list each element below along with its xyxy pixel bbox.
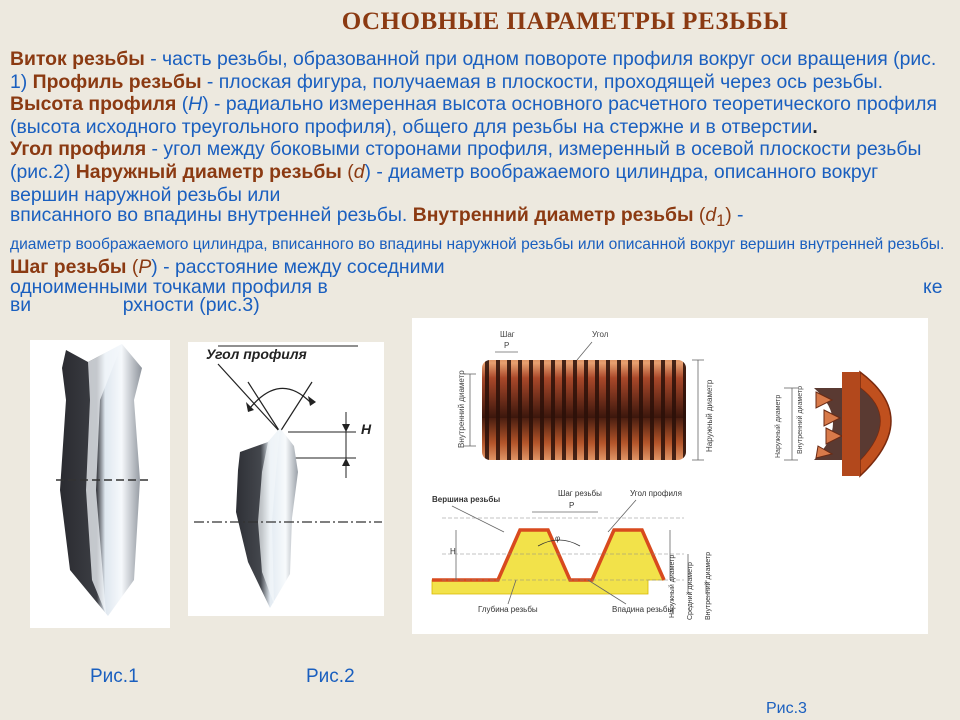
top-angle-label: Угол <box>592 330 609 339</box>
paren-open: ( <box>341 160 354 183</box>
def-pitch-tail: ке <box>923 275 943 298</box>
figure-3-panel <box>412 318 928 634</box>
term-outer-diameter: Наружный диаметр резьбы <box>75 160 342 183</box>
def-pitch-cont: одноименными точками профиля в <box>10 275 328 298</box>
pitch-label: Шаг резьбы <box>558 489 602 498</box>
def-pitch-line3: ви рхности (рис.3) <box>10 294 260 317</box>
def-thread-turn: - часть резьбы, образованной при одном повороте профиля вокруг оси вращения (рис. 1) <box>10 48 937 93</box>
term-inner-diameter: Внутренний диаметр резьбы <box>412 204 694 227</box>
top-pitch-label: Шаг <box>500 330 515 339</box>
figure-3-thread-parameters <box>412 318 928 634</box>
top-outer-diameter-label: Наружный диаметр <box>705 379 714 452</box>
h-symbol: H <box>450 547 456 556</box>
def-inner-diameter: диаметр воображаемого цилиндра, вписанного во впадины наружной резьбы или описанной вокруг вершин внутренней резьбы. <box>10 235 945 253</box>
def-outer-diameter-cont: вписанного во впадины внутренней резьбы. <box>10 204 413 227</box>
term-profile-height: Высота профиля <box>10 93 177 116</box>
root-label: Впадина резьбы <box>612 605 674 614</box>
definitions-text <box>10 48 945 317</box>
period: . <box>812 115 818 138</box>
term-profile-angle: Угол профиля <box>10 138 147 161</box>
figure-2-panel <box>188 342 384 616</box>
paren-open: ( <box>126 255 139 278</box>
profile-angle-label: Угол профиля <box>630 489 682 498</box>
def-outer-diameter: ) - диаметр воображаемого цилиндра, описанного вокруг вершин наружной резьбы или <box>10 160 879 206</box>
phi-symbol: φ <box>555 534 561 543</box>
top-inner-diameter-label: Внутренний диаметр <box>457 370 466 448</box>
caption-fig3: Рис.3 <box>766 700 807 717</box>
top-p-label: P <box>504 341 510 350</box>
term-pitch: Шаг резьбы <box>10 255 127 278</box>
def-profile-height: ) - радиально измеренная высота основного расчетного теоретического профиля (высота исходного треугольного профиля), общего для резьбы на стержне и в отверстии <box>10 93 937 138</box>
outer-d-label: Наружный диаметр <box>669 554 676 618</box>
caption-fig2: Рис.2 <box>306 666 355 687</box>
crest-label: Вершина резьбы <box>432 495 501 504</box>
def-thread-profile: - плоская фигура, получаемая в плоскости, проходящей через ось резьбы. <box>201 70 884 93</box>
caption-fig1: Рис.1 <box>90 666 139 687</box>
term-thread-profile: Профиль резьбы <box>32 70 202 93</box>
symbol-d1: d <box>705 204 717 227</box>
symbol-h: H <box>188 93 203 116</box>
angle-label: Угол профиля <box>206 346 307 362</box>
paren-close: ) <box>725 204 732 227</box>
def-inner-diameter-dash: - <box>731 204 744 227</box>
nut-outer-diameter-label: Наружный диаметр <box>775 394 782 458</box>
symbol-d1-sub: 1 <box>716 212 726 231</box>
figure-2-profile-angle <box>188 342 384 616</box>
def-pitch: ) - расстояние между соседними <box>151 255 445 278</box>
symbol-d: d <box>353 160 365 183</box>
figure-1-thread-turn <box>30 340 170 628</box>
inner-d-label: Внутренний диаметр <box>705 552 712 620</box>
def-profile-angle: - угол между боковыми сторонами профиля, измеренный в осевой плоскости резьбы (рис.2) <box>10 138 922 183</box>
nut-inner-diameter-label: Внутренний диаметр <box>797 386 804 454</box>
depth-label: Глубина резьбы <box>478 605 538 614</box>
term-thread-turn: Виток резьбы <box>10 48 145 70</box>
mean-d-label: Средний диаметр <box>687 562 694 620</box>
symbol-p: P <box>138 255 152 278</box>
paren-open: ( <box>176 93 189 116</box>
paren-open: ( <box>693 204 706 227</box>
h-label: H <box>361 421 372 437</box>
page-title: ОСНОВНЫЕ ПАРАМЕТРЫ РЕЗЬБЫ <box>341 8 789 35</box>
figure-1-panel <box>30 340 170 628</box>
pitch-symbol: P <box>569 501 575 510</box>
